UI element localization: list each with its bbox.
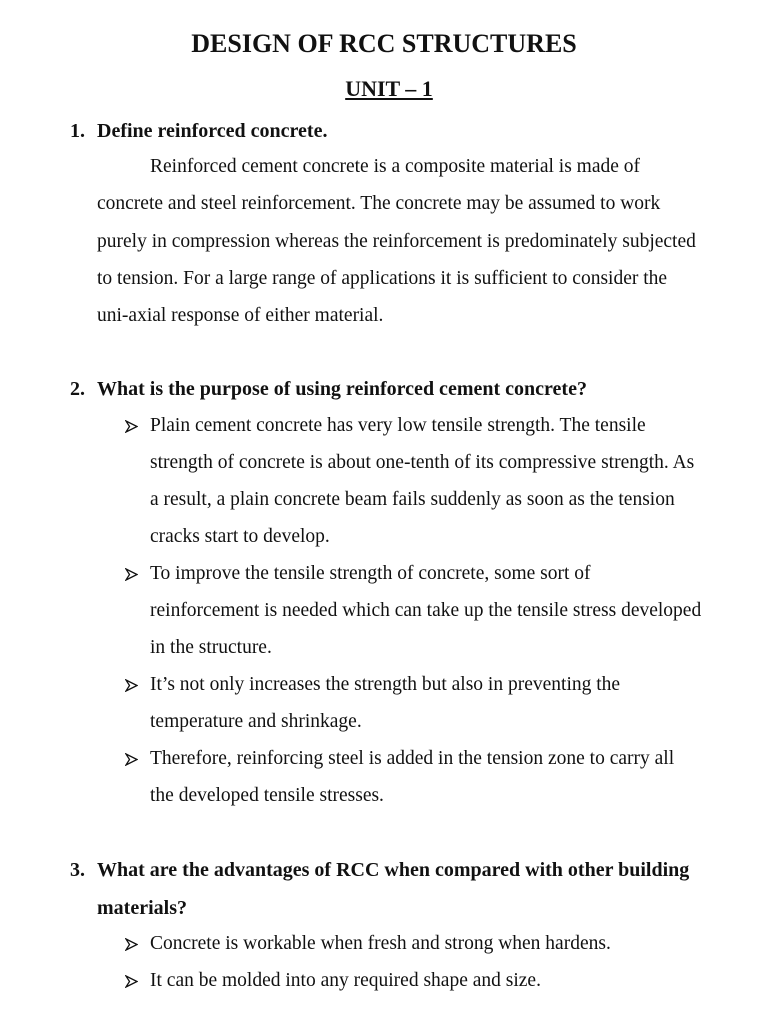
bullet-line: cracks start to develop. bbox=[150, 526, 330, 547]
paragraph-line: to tension. For a large range of applications it is sufficient to consider the bbox=[97, 268, 668, 289]
bullet-line: Therefore, reinforcing steel is added in the tension zone to carry all bbox=[150, 748, 675, 769]
arrowhead-bullet-icon bbox=[125, 745, 145, 766]
paragraph-line: Reinforced cement concrete is a composite material is made of bbox=[150, 156, 641, 177]
bullet-line: temperature and shrinkage. bbox=[150, 711, 362, 732]
question-number: 3. bbox=[70, 859, 85, 881]
bullet-line: in the structure. bbox=[150, 637, 272, 658]
arrowhead-bullet-icon bbox=[125, 412, 145, 433]
question-number: 1. bbox=[70, 120, 85, 142]
document-title: DESIGN OF RCC STRUCTURES bbox=[191, 29, 577, 58]
paragraph-line: purely in compression whereas the reinforcement is predominately subjected bbox=[97, 231, 696, 252]
bullet-line: Plain cement concrete has very low tensile strength. The tensile bbox=[150, 415, 646, 436]
bullet-line: the developed tensile stresses. bbox=[150, 785, 384, 806]
question-text: What are the advantages of RCC when compared with other building bbox=[97, 859, 690, 881]
bullet-line: a result, a plain concrete beam fails suddenly as soon as the tension bbox=[150, 489, 675, 510]
bullet-line: strength of concrete is about one-tenth of its compressive strength. As bbox=[150, 452, 695, 473]
arrowhead-bullet-icon bbox=[125, 671, 145, 692]
bullet-line: It can be molded into any required shape and size. bbox=[150, 970, 541, 991]
question-number: 2. bbox=[70, 378, 85, 400]
paragraph-line: concrete and steel reinforcement. The concrete may be assumed to work bbox=[97, 193, 661, 214]
arrowhead-bullet-icon bbox=[125, 930, 145, 951]
bullet-line: It’s not only increases the strength but also in preventing the bbox=[150, 674, 621, 695]
question-text: materials? bbox=[97, 897, 187, 919]
arrowhead-bullet-icon bbox=[125, 967, 145, 988]
question-text: What is the purpose of using reinforced cement concrete? bbox=[97, 378, 587, 400]
unit-heading: UNIT – 1 bbox=[345, 76, 433, 101]
bullet-line: To improve the tensile strength of concrete, some sort of bbox=[150, 563, 591, 584]
bullet-line: Concrete is workable when fresh and strong when hardens. bbox=[150, 933, 611, 954]
bullet-line: reinforcement is needed which can take up the tensile stress developed bbox=[150, 600, 702, 621]
question-text: Define reinforced concrete. bbox=[97, 120, 328, 142]
arrowhead-bullet-icon bbox=[125, 560, 145, 581]
paragraph-line: uni-axial response of either material. bbox=[97, 305, 384, 326]
